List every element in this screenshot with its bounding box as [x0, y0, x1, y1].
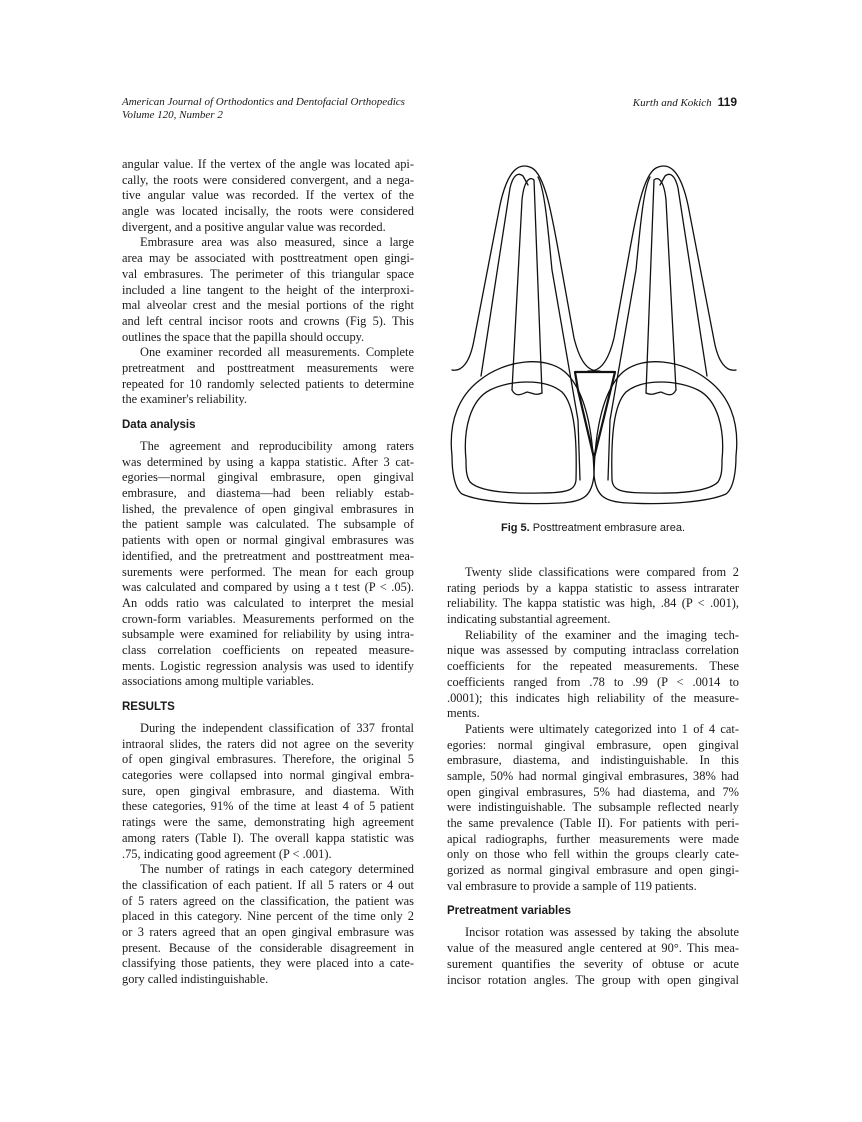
text-line: or 3 raters agreed that an open gingival embrasure was — [122, 924, 414, 939]
text-line: divergent, and a positive angular value was recorded. — [122, 219, 386, 234]
authors: Kurth and Kokich — [632, 97, 712, 109]
text-line: among raters (Table I). The overall kappa statistic was — [122, 830, 414, 845]
text-line: The number of ratings in each category determined — [140, 862, 414, 877]
text-line: ratings were the same, demonstrating high agreement — [122, 815, 414, 830]
section-heading: Data analysis — [122, 419, 196, 431]
text-line: During the independent classification of 337 frontal — [140, 721, 414, 735]
text-line: Twenty slide classifications were compared from 2 — [465, 565, 739, 579]
text-line: only on those who fell within the groups clearly cate- — [447, 847, 739, 862]
paragraph — [122, 862, 414, 988]
text-line: rating periods by a kappa statistic to assess intrarater — [447, 580, 739, 595]
text-line: egories: normal gingival embrasure, open gingival — [447, 737, 739, 752]
paragraph — [447, 722, 739, 895]
right-column — [447, 565, 739, 988]
text-line: the same prevalence (Table II). For patients with peri- — [447, 816, 739, 830]
text-line: gorized as normal gingival embrasure and open gingi- — [447, 863, 739, 878]
text-line: were indistinguishable. The subsample reflected nearly — [447, 800, 739, 815]
text-line: associations among multiple variables. — [122, 674, 315, 689]
text-line: cally, the roots were considered convergent, and a nega- — [122, 172, 414, 187]
paragraph — [447, 925, 739, 988]
section-heading: RESULTS — [122, 701, 175, 713]
page-number: 119 — [717, 95, 737, 109]
text-line: embrasure, and diastema—had been reliably estab- — [122, 486, 414, 501]
text-line: class correlation coefficients on repeated measure- — [122, 642, 414, 657]
text-line: Incisor rotation was assessed by taking the absolute — [465, 925, 739, 940]
text-line: mal alveolar crest and the mesial portions of the right — [122, 298, 414, 313]
text-line: was determined by using a kappa statistic. After 3 cat- — [122, 454, 414, 469]
text-line: incisor rotation angles. The group with open gingival — [447, 972, 739, 987]
text-line: val embrasure to provide a sample of 119 patients. — [447, 878, 697, 893]
text-line: of open gingival embrasures. Therefore, the original 5 — [122, 752, 414, 767]
text-line: value of the measured angle centered at 90°. This mea- — [447, 941, 739, 956]
text-line: Patients were ultimately categorized into 1 of 4 cat- — [465, 721, 739, 736]
text-line: pretreatment and posttreatment measurements were — [122, 360, 414, 375]
text-line: identified, and the pretreatment and posttreatment mea- — [122, 548, 414, 563]
running-header-right — [633, 96, 737, 110]
text-line: outlines the space that the papilla should occupy. — [122, 329, 365, 344]
paragraph — [447, 628, 739, 722]
text-line: nique was assessed by computing intraclass correlation — [447, 643, 739, 658]
text-line: open gingival embrasures, 5% had diastema, and 7% — [447, 784, 739, 799]
text-line: ments. Logistic regression analysis was used to identify — [122, 658, 414, 673]
figure-label: Fig 5. — [500, 522, 530, 534]
text-line: val embrasures. The perimeter of this triangular space — [122, 266, 414, 281]
text-line: tive angular value was recorded. If the vertex of the — [122, 188, 414, 203]
text-line: patients with open or normal gingival embrasures was — [122, 533, 414, 548]
text-line: ments. — [447, 706, 480, 721]
text-line: One examiner recorded all measurements. Complete — [140, 345, 414, 360]
text-line: gory called indistinguishable. — [122, 972, 269, 986]
text-line: apical radiographs, further measurements were made — [447, 831, 739, 846]
right-central-incisor — [588, 166, 737, 504]
text-line: these categories, 91% of the time at least 4 of 5 patient — [122, 799, 414, 814]
text-line: coefficients for the repeated measurements. These — [447, 659, 739, 674]
text-line: An odds ratio was calculated to interpret the mesial — [122, 595, 414, 610]
text-line: coefficients ranged from .78 to .99 (P < .0014 to — [447, 674, 739, 689]
text-line: crown-form variables. Measurements performed on the — [122, 611, 414, 626]
text-line: area may be associated with posttreatment open gingi- — [122, 251, 414, 266]
paragraph — [122, 345, 414, 408]
text-line: angular value. If the vertex of the angle was located api- — [122, 157, 414, 171]
text-line: sure, open gingival embrasure, and diastema. With — [122, 783, 414, 798]
text-line: classifying those patients, they were placed into a cate- — [122, 956, 414, 971]
section-heading: Pretreatment variables — [447, 905, 572, 918]
text-line: included a line tangent to the height of the interproxi- — [122, 282, 414, 297]
paragraph — [122, 439, 414, 690]
text-line: of 5 raters agreed on the classification, the patient was — [122, 893, 414, 908]
text-line: Embrasure area was also measured, since a large — [140, 235, 414, 250]
text-line: was calculated and compared by using a t test (P < .05). — [122, 580, 414, 595]
paragraph — [122, 721, 414, 862]
text-line: embrasure, diastema, and indistinguishable. In this — [447, 753, 739, 768]
paragraph — [122, 157, 414, 235]
text-line: subsample were examined for reliability by using intra- — [122, 627, 414, 642]
journal-volume: Volume 120, Number 2 — [122, 109, 223, 121]
text-line: the examiner's reliability. — [122, 392, 247, 407]
text-line: The agreement and reproducibility among raters — [140, 439, 414, 453]
text-line: egories—normal gingival embrasure, open gingival — [122, 470, 414, 485]
text-line: sample, 50% had normal gingival embrasures, 38% had — [447, 768, 739, 783]
text-line: the patient sample was calculated. The subsample of — [122, 517, 414, 532]
figure-caption — [447, 522, 739, 534]
text-line: present. Because of the considerable disagreement in — [122, 940, 414, 955]
text-line: Reliability of the examiner and the imaging tech- — [465, 627, 739, 642]
paragraph — [122, 235, 414, 345]
text-line: surement quantifies the severity of obtuse or acute — [447, 956, 739, 971]
text-line: placed in this category. Nine percent of the time only 2 — [122, 909, 414, 924]
text-line: surements were performed. The mean for each group — [122, 564, 414, 579]
text-line: the classification of each patient. If all 5 raters or 4 out — [122, 877, 414, 892]
text-line: repeated for 10 randomly selected patients to determine — [122, 376, 414, 391]
journal-title: American Journal of Orthodontics and Dentofacial Orthopedics — [122, 96, 405, 108]
left-central-incisor — [451, 166, 600, 504]
figure-5-incisor-drawing — [440, 140, 750, 510]
text-line: categories were collapsed into normal gingival embra- — [122, 768, 414, 783]
text-line: .0001); this indicates high reliability of the measure- — [447, 690, 739, 705]
figure-caption-text: Posttreatment embrasure area. — [532, 522, 686, 534]
text-line: angle was located incisally, the roots were considered — [122, 204, 414, 219]
text-line: and left central incisor roots and crowns (Fig 5). This — [122, 313, 414, 328]
text-line: lished, the prevalence of open gingival embrasures in — [122, 501, 414, 516]
left-column — [122, 157, 414, 988]
paragraph — [447, 565, 739, 628]
running-header-left — [122, 96, 405, 122]
text-line: reliability. The kappa statistic was high, .84 (P < .001), — [447, 596, 739, 611]
text-line: intraoral slides, the raters did not agree on the severity — [122, 736, 414, 751]
text-line: indicating substantial agreement. — [447, 612, 611, 627]
text-line: .75, indicating good agreement (P < .001). — [122, 846, 332, 861]
